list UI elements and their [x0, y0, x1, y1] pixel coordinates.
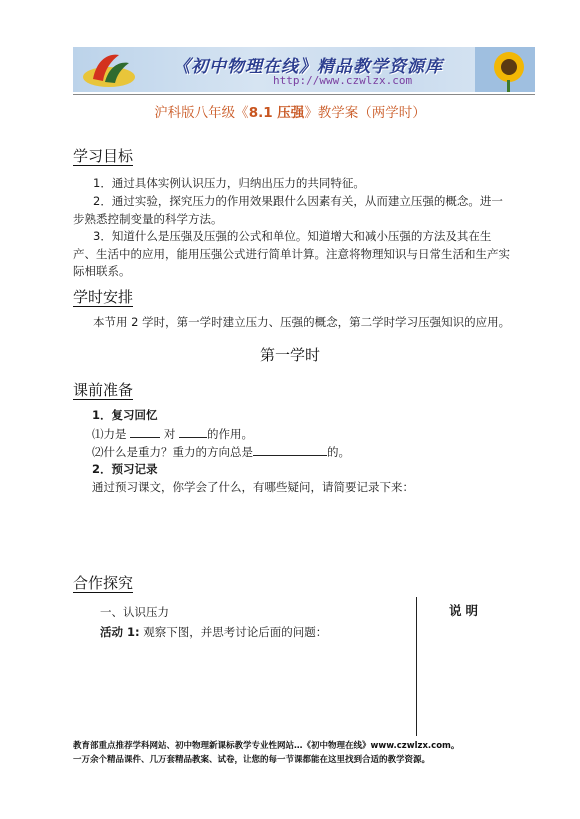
banner-title: 《初中物理在线》精品教学资源库: [173, 57, 443, 77]
q2-blank[interactable]: [253, 443, 327, 456]
title-suffix: 》教学案（两学时）: [304, 105, 426, 121]
title-prefix: 沪科版八年级《: [154, 105, 249, 121]
objective-1: 1．通过具体实例认识压力，归纳出压力的共同特征。: [93, 176, 365, 190]
preview-title: 2．预习记录: [92, 462, 158, 476]
preview-text: 通过预习课文，你学会了什么，有哪些疑问，请简要记录下来：: [92, 480, 414, 494]
sunflower-icon: [475, 47, 535, 92]
review-title: 1．复习回忆: [92, 408, 158, 422]
schedule-text: 本节用 2 学时，第一学时建立压力、压强的概念，第二学时学习压强知识的应用。: [93, 315, 511, 329]
review-question-1: [92, 425, 530, 444]
q1-part-a: ⑴力是: [92, 427, 127, 441]
notes-column-heading: 说明: [449, 603, 483, 618]
footer-line-2: 一万余个精品课件、几万套精品教案、试卷，让您的每一节课都能在这里找到合适的教学资源。: [73, 755, 431, 765]
footer-line-1: 教育部重点推荐学科网站、初中物理新课标教学专业性网站…《初中物理在线》www.czwlzx.com。: [73, 741, 460, 751]
q1-part-c: 的作用。: [206, 427, 253, 441]
banner-url[interactable]: http://www.czwlzx.com: [273, 74, 413, 87]
lesson-title: 第一学时: [259, 346, 320, 364]
prep-heading: 课前准备: [73, 381, 134, 399]
document-title: [0, 101, 580, 121]
objective-3: 3．知道什么是压强及压强的公式和单位。知道增大和减小压强的方法及其在生产、生活中的应用，能用压强公式进行简单计算。注意将物理知识与日常生活和生产实际相联系。: [73, 229, 510, 278]
q1-blank-1[interactable]: [130, 425, 160, 438]
schedule-heading: 学时安排: [73, 288, 134, 306]
activity-label: 活动 1:: [100, 625, 140, 639]
banner-divider: [73, 94, 535, 95]
site-logo-icon: [79, 49, 139, 91]
header-banner[interactable]: [73, 47, 535, 92]
q2-part-a: ⑵什么是重力？重力的方向总是: [92, 445, 253, 459]
q2-part-b: 的。: [327, 445, 350, 459]
q1-part-b: 对: [163, 427, 176, 441]
objective-2: 2．通过实验，探究压力的作用效果跟什么因素有关，从而建立压强的概念。进一步熟悉控制变量的科学方法。: [73, 194, 503, 226]
activity-1: [100, 624, 410, 642]
title-section: 8.1 压强: [248, 105, 305, 121]
column-divider: [416, 597, 417, 736]
objectives-heading: 学习目标: [73, 147, 134, 165]
activity-text: 观察下图，并思考讨论后面的问题：: [139, 625, 328, 639]
review-question-2: [92, 443, 530, 462]
explore-heading: 合作探究: [73, 574, 134, 592]
explore-subheading: 一、认识压力: [100, 605, 169, 619]
q1-blank-2[interactable]: [179, 425, 207, 438]
